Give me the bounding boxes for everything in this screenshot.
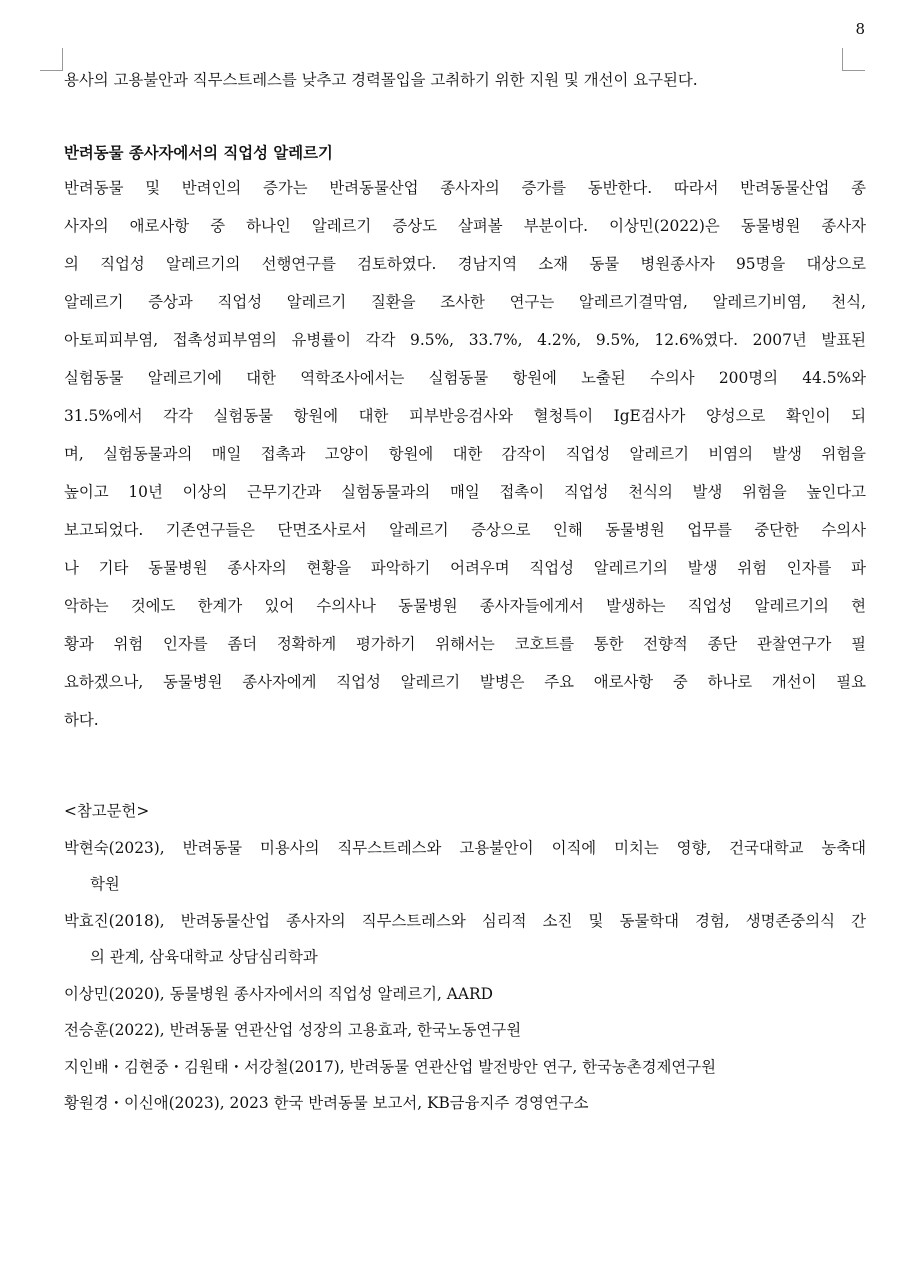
paragraph-line: 의 직업성 알레르기의 선행연구를 검토하였다. 경남지역 소재 동물 병원종사자 95명을 대상으로 xyxy=(64,255,866,273)
paragraph-line: 알레르기 증상과 직업성 알레르기 질환을 조사한 연구는 알레르기결막염, 알레르기비염, 천식, xyxy=(64,293,866,311)
reference-item: 지인배・김현중・김원태・서강철(2017), 반려동물 연관산업 발전방안 연구, 한국농촌경제연구원 xyxy=(64,1057,716,1076)
reference-item: 전승훈(2022), 반려동물 연관산업 성장의 고용효과, 한국노동연구원 xyxy=(64,1021,522,1039)
reference-item-continuation: 학원 xyxy=(90,875,120,893)
references-heading: <참고문헌> xyxy=(64,802,150,820)
paragraph-line: 며, 실험동물과의 매일 접촉과 고양이 항원에 대한 감작이 직업성 알레르기 비염의 발생 위험을 xyxy=(64,445,866,463)
paragraph-line: 황과 위험 인자를 좀더 정확하게 평가하기 위해서는 코호트를 통한 전향적 종단 관찰연구가 필 xyxy=(64,635,866,653)
top-paragraph xyxy=(64,61,866,99)
reference-item: 황원경・이신애(2023), 2023 한국 반려동물 보고서, KB금융지주 경영연구소 xyxy=(64,1094,589,1112)
paragraph-line: 사자의 애로사항 중 하나인 알레르기 증상도 살펴볼 부분이다. 이상민(2022)은 동물병원 종사자 xyxy=(64,217,866,235)
paragraph-line: 보고되었다. 기존연구들은 단면조사로서 알레르기 증상으로 인해 동물병원 업무를 중단한 수의사 xyxy=(64,521,866,539)
reference-item: 박효진(2018), 반려동물산업 종사자의 직무스트레스와 심리적 소진 및 동물학대 경험, 생명존중의식 간 xyxy=(64,911,866,930)
reference-item-continuation: 의 관계, 삼육대학교 상담심리학과 xyxy=(90,948,318,966)
paragraph-line: 31.5%에서 각각 실험동물 항원에 대한 피부반응검사와 혈청특이 IgE검사가 양성으로 확인이 되 xyxy=(64,407,866,425)
paragraph-line: 높이고 10년 이상의 근무기간과 실험동물과의 매일 접촉이 직업성 천식의 발생 위험을 높인다고 xyxy=(64,483,866,501)
paragraph-line: 나 기타 동물병원 종사자의 현황을 파악하기 어려우며 직업성 알레르기의 발생 위험 인자를 파 xyxy=(64,559,866,577)
page-number: 8 xyxy=(855,20,865,38)
paragraph-line: 아토피피부염, 접촉성피부염의 유병률이 각각 9.5%, 33.7%, 4.2%, 9.5%, 12.6%였다. 2007년 발표된 xyxy=(64,331,866,349)
paragraph-line: 반려동물 및 반려인의 증가는 반려동물산업 종사자의 증가를 동반한다. 따라서 반려동물산업 종 xyxy=(64,179,866,197)
section-allergy xyxy=(64,137,866,739)
paragraph-line: 요하겠으나, 동물병원 종사자에게 직업성 알레르기 발병은 주요 애로사항 중 하나로 개선이 필요 xyxy=(64,673,866,691)
section-heading: 반려동물 종사자에서의 직업성 알레르기 xyxy=(64,144,333,162)
paragraph-line: 실험동물 알레르기에 대한 역학조사에서는 실험동물 항원에 노출된 수의사 200명의 44.5%와 xyxy=(64,369,866,387)
paragraph-line: 용사의 고용불안과 직무스트레스를 낮추고 경력몰입을 고취하기 위한 지원 및 개선이 요구된다. xyxy=(64,71,698,89)
paragraph-line: 악하는 것에도 한계가 있어 수의사나 동물병원 종사자들에게서 발생하는 직업성 알레르기의 현 xyxy=(64,597,866,615)
reference-item: 박현숙(2023), 반려동물 미용사의 직무스트레스와 고용불안이 이직에 미치는 영향, 건국대학교 농축대 xyxy=(64,838,866,857)
crop-mark-top-left xyxy=(40,48,63,71)
paragraph-line: 하다. xyxy=(64,711,99,729)
references xyxy=(64,793,866,1122)
reference-item: 이상민(2020), 동물병원 종사자에서의 직업성 알레르기, AARD xyxy=(64,984,493,1003)
